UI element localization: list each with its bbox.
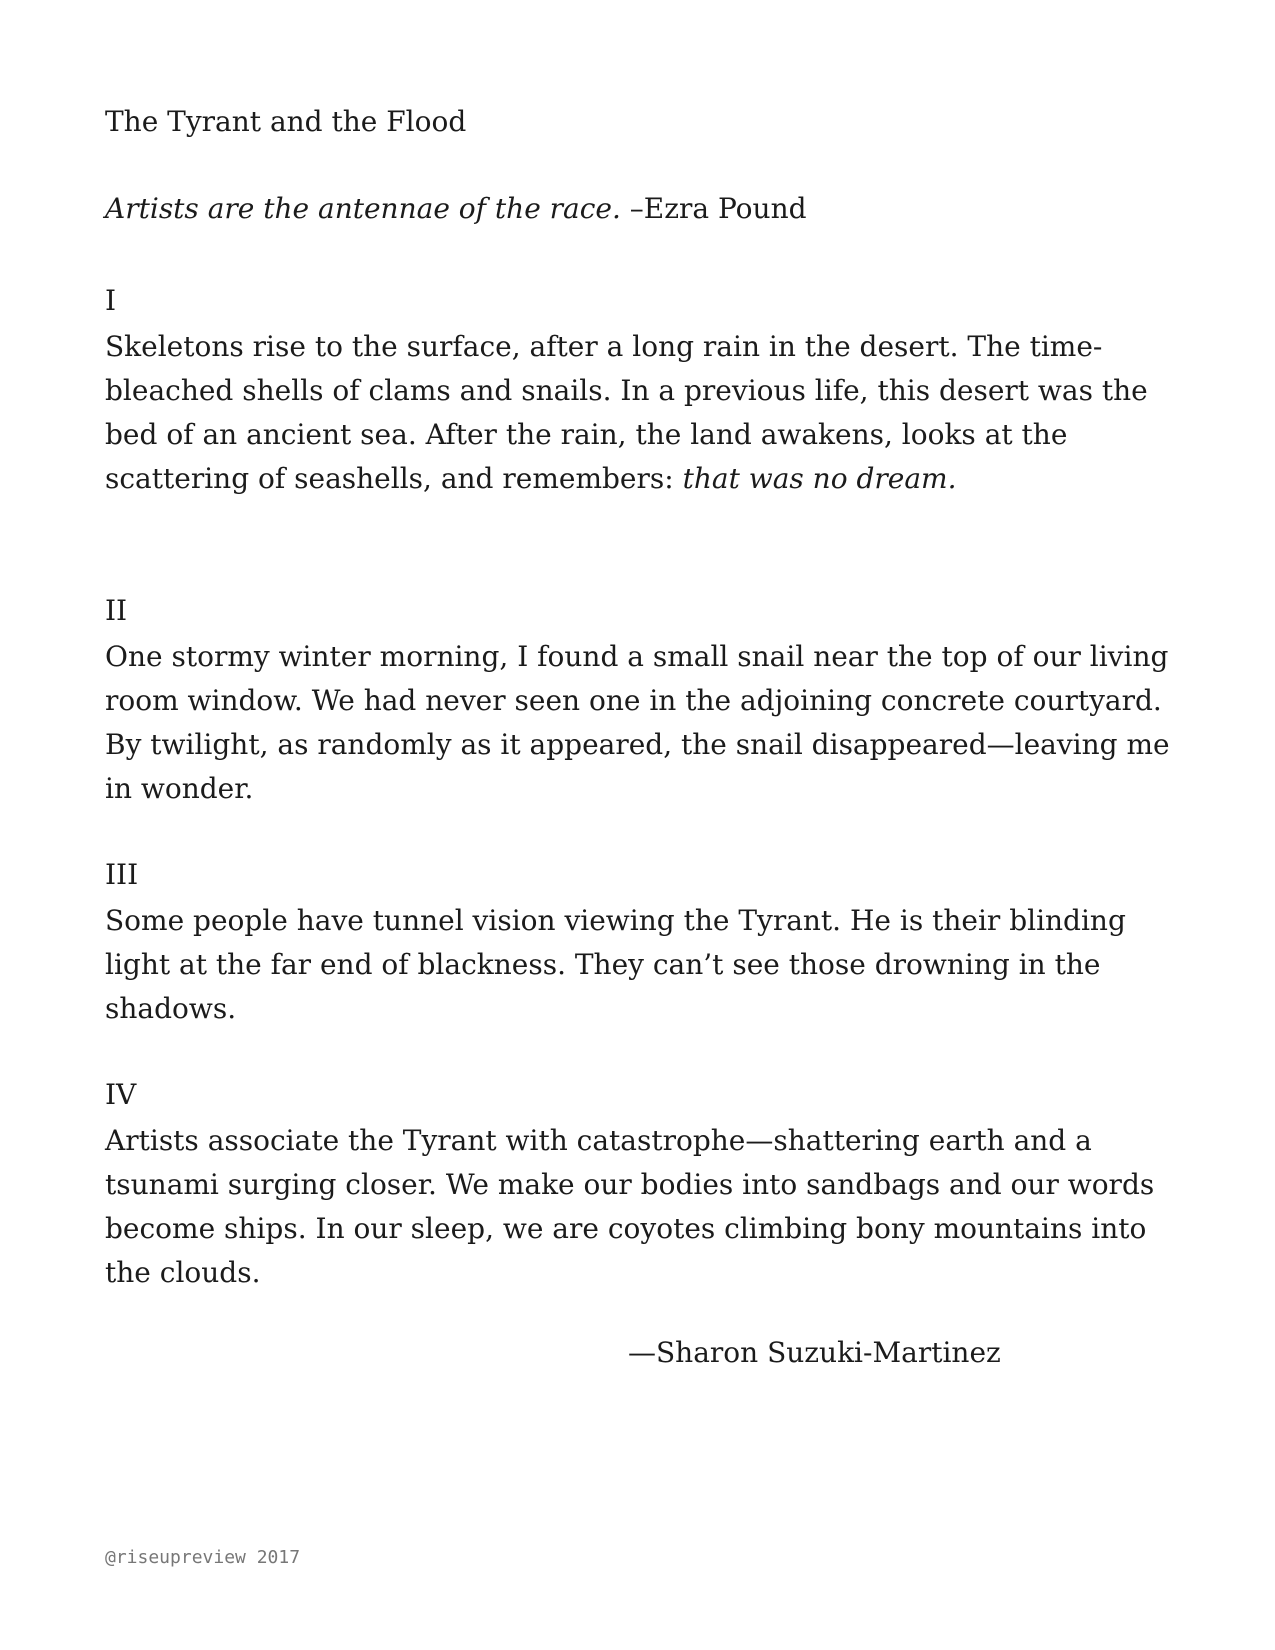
poem-title: The Tyrant and the Flood: [105, 105, 467, 138]
epigraph-attribution: –Ezra Pound: [620, 192, 807, 225]
poem-section-1: [105, 281, 1180, 501]
poem-section-3: [105, 855, 1180, 1031]
section-text-main: Skeletons rise to the surface, after a long rain in the desert. The time-bleached shells of clams and snails. In a previous life, this desert was the bed of an ancient sea. After the rain, the land awakens, looks at the scattering of seashells, and remembers:: [105, 330, 1148, 495]
epigraph-quote: Artists are the antennae of the race.: [105, 192, 621, 225]
footer-credit: @riseupreview 2017: [105, 1547, 301, 1568]
poem-section-2: [105, 591, 1180, 811]
epigraph: [105, 189, 807, 229]
section-text-italic: that was no dream.: [682, 462, 957, 495]
section-numeral: II: [105, 594, 128, 627]
section-text: [105, 325, 1180, 501]
section-text: Artists associate the Tyrant with catastrophe—shattering earth and a tsunami surging closer. We make our bodies into sandbags and our words become ships. In our sleep, we are coyotes climbing bony mountains into the clouds.: [105, 1124, 1155, 1289]
author-signature: —Sharon Suzuki-Martinez: [628, 1336, 1001, 1369]
section-text: One stormy winter morning, I found a small snail near the top of our living room window. We had never seen one in the adjoining concrete courtyard. By twilight, as randomly as it appeared, the snail disappeared—leaving me in wonder.: [105, 640, 1170, 805]
section-numeral: III: [105, 858, 139, 891]
section-numeral: IV: [105, 1078, 137, 1111]
poem-section-4: [105, 1075, 1180, 1295]
section-numeral: I: [105, 284, 117, 317]
section-text: Some people have tunnel vision viewing the Tyrant. He is their blinding light at the far end of blackness. They can’t see those drowning in the shadows.: [105, 904, 1126, 1025]
